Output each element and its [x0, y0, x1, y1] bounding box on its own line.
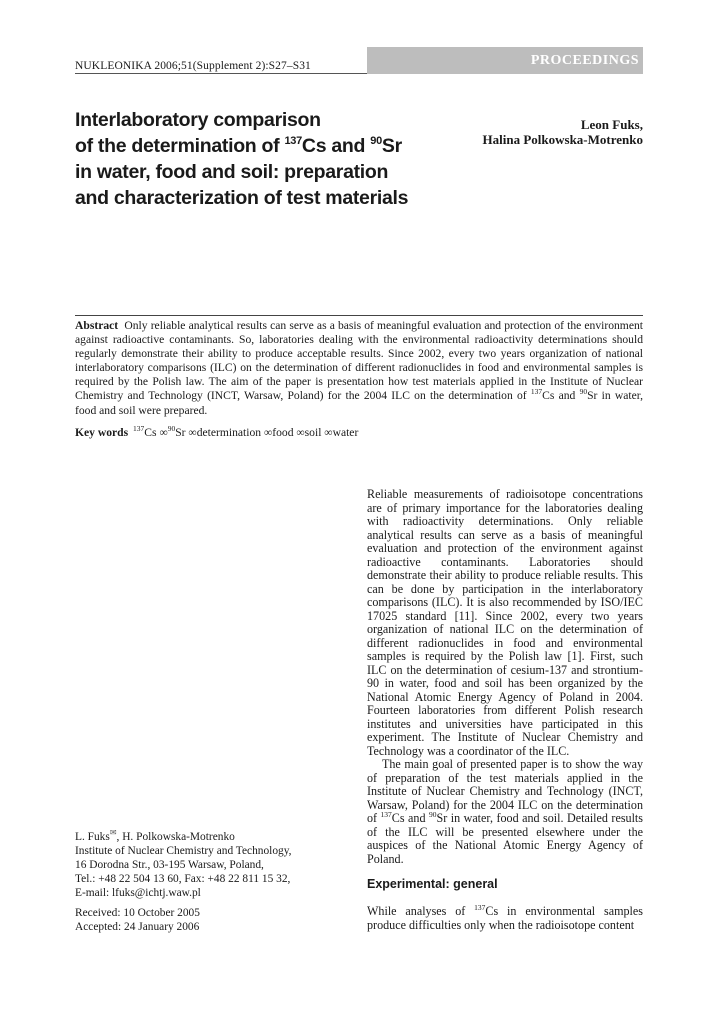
body-text: Cs in environmental samples produce difficulties only when the radioisotope content [367, 904, 643, 932]
journal-reference: NUKLEONIKA 2006;51(Supplement 2):S27–S31 [75, 60, 311, 72]
abstract-text: Sr in water, food and soil were prepared. [75, 389, 644, 417]
author-name: , H. Polkowska-Motrenko [116, 830, 235, 843]
section-heading: Experimental: general [367, 877, 498, 891]
title-text: Sr [381, 135, 402, 157]
author-name: Halina Polkowska-Motrenko [482, 132, 643, 147]
abstract-divider [75, 315, 643, 316]
body-text: Cs and [391, 811, 429, 825]
body-text: The main goal of presented paper is to show the way of preparation of the test materials applied in the Institute of Nuclear Chemistry and Technology (INCT, Warsaw, Poland) for the 2004 ILC on the determination of [367, 757, 643, 825]
article-dates [75, 906, 345, 934]
isotope-mass-number: 90 [428, 809, 437, 819]
title-line-3: in water, food and soil: preparation [75, 161, 389, 183]
title-line-1: Interlaboratory comparison [75, 109, 321, 131]
envelope-icon: ✉ [109, 828, 117, 837]
abstract-label: Abstract [75, 319, 119, 332]
abstract-text: Cs and [542, 389, 580, 403]
isotope-mass-number: 90 [167, 424, 176, 434]
body-column-right [367, 488, 643, 866]
keyword: Sr ∞determination ∞food ∞soil ∞water [175, 426, 359, 439]
affiliation-address: 16 Dorodna Str., 03-195 Warsaw, Poland, [75, 858, 264, 871]
body-paragraph [367, 758, 643, 866]
isotope-mass-number: 137 [530, 387, 543, 397]
keyword-list [133, 426, 358, 439]
received-date: Received: 10 October 2005 [75, 907, 200, 919]
title-line-4: and characterization of test materials [75, 187, 409, 209]
affiliation-email: E-mail: lfuks@ichtj.waw.pl [75, 886, 201, 899]
body-text: Sr in water, food and soil. Detailed results of the ILC will be presented elsewhere under the auspices of the National Atomic Energy Agency of Poland. [367, 811, 643, 866]
body-paragraph: Reliable measurements of radioisotope concentrations are of primary importance for the laboratories dealing with radioactivity determinations. Only reliable analytical results can serve as a basis of meaningful evaluation and protection of the environment against radioactive contaminants. Laboratories should demonstrate their ability to produce reliable results. This can be done by participation in the interlaboratory comparisons (ILC). It is also recommended by ISO/IEC 17025 standard [11]. Since 2002, every two years organization of national ILC on the determination of different radionuclides in food and environmental samples is required by the Polish law [1]. First, such ILC on the determination of cesium-137 and strontium-90 in water, food and soil has been organized by the National Atomic Energy Agency of Poland in 2004. Fourteen laboratories from different Polish research institutes and universities have participated in this experiment. The Institute of Nuclear Chemistry and Technology was a coordinator of the ILC. [367, 487, 643, 758]
keywords [75, 426, 643, 440]
section-banner: PROCEEDINGS [367, 47, 643, 74]
keyword: Cs [144, 426, 157, 439]
author-name: L. Fuks [75, 830, 110, 843]
isotope-mass-number: 137 [284, 134, 302, 147]
author-affiliation [75, 826, 345, 900]
isotope-mass-number: 90 [579, 387, 588, 397]
abstract-text: Only reliable analytical results can serve as a basis of meaningful evaluation and protection of the environment against radioactive contaminants. So, laboratories dealing with the environmental radioactivity determinations should regularly demonstrate their ability to produce acceptable results. Since 2002, every two years organization of national interlaboratory comparisons (ILC) on the determination of different radionuclides in food and environmental samples is required by the Polish law. The aim of the paper is presentation how test materials applied in the Institute of Nuclear Chemistry and Technology (INCT, Warsaw, Poland) for the 2004 ILC on the determination of [75, 319, 643, 403]
author-name: Leon Fuks, [580, 117, 643, 132]
header-divider [75, 73, 367, 74]
affiliation-institute: Institute of Nuclear Chemistry and Technology, [75, 844, 292, 857]
isotope-mass-number: 137 [133, 424, 145, 434]
keyword-separator: ∞ [156, 426, 168, 439]
isotope-mass-number: 137 [380, 809, 392, 819]
keywords-label: Key words [75, 426, 129, 439]
affiliation-authors [75, 826, 345, 844]
isotope-mass-number: 137 [474, 902, 486, 912]
body-paragraph [367, 902, 643, 932]
article-title [75, 107, 415, 211]
accepted-date: Accepted: 24 January 2006 [75, 921, 200, 933]
isotope-mass-number: 90 [370, 134, 382, 147]
title-text: of the determination of [75, 135, 285, 157]
abstract [75, 319, 643, 418]
affiliation-phone: Tel.: +48 22 504 13 60, Fax: +48 22 811 15 32, [75, 872, 291, 885]
title-line-2 [75, 133, 415, 159]
body-text: While analyses of [367, 904, 475, 918]
author-list [483, 117, 643, 147]
title-text: Cs and [301, 135, 371, 157]
